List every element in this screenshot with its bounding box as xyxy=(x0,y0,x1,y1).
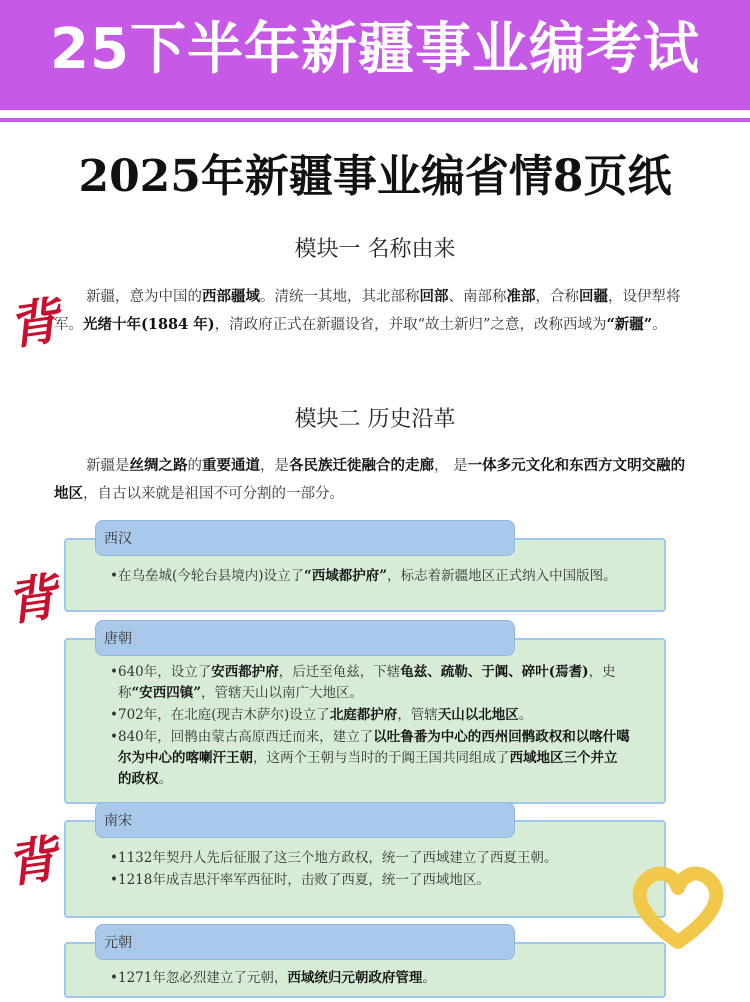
emphasis-text: 安西都护府 xyxy=(211,664,279,680)
body-text: 。 xyxy=(652,317,667,333)
emphasis-text: 龟兹、疏勒、于阗、碎叶(焉耆) xyxy=(400,664,589,680)
era-bullet-item xyxy=(112,727,630,790)
emphasis-text: 重要通道 xyxy=(202,457,260,474)
era-items-xihan xyxy=(112,566,630,588)
body-text: ， 是 xyxy=(434,458,468,474)
era-tab-tang: 唐朝 xyxy=(95,620,515,656)
era-tab-xihan: 西汉 xyxy=(95,520,515,556)
body-text: ，清政府正式在新疆设省，并取“故土新归”之意，改称西域为 xyxy=(214,317,607,333)
body-text: ，这两个王朝与当时的于阗王国共同组成了 xyxy=(253,750,510,766)
era-tab-yuan: 元朝 xyxy=(95,924,515,960)
emphasis-text: 一体多元文化和东西方文明交融的地区 xyxy=(54,457,686,502)
emphasis-text: 准部 xyxy=(506,288,536,305)
bei-stamp-3: 背 xyxy=(2,828,61,895)
emphasis-text: “新疆” xyxy=(606,316,653,333)
body-text: 1132年契丹人先后征服了这三个地方政权，统一了西域建立了西夏王朝。 xyxy=(118,850,558,866)
era-bullet-item xyxy=(112,566,630,587)
body-text: 在乌垒城(今轮台县境内)设立了 xyxy=(118,568,305,584)
body-text: 新疆，意为中国的 xyxy=(86,289,202,305)
module1-paragraph xyxy=(54,283,696,339)
emphasis-text: 西部疆域 xyxy=(202,288,260,305)
emphasis-text: 各民族迁徙融合的走廊 xyxy=(289,457,434,474)
body-text: 、南部称 xyxy=(448,289,507,305)
emphasis-text: 丝绸之路 xyxy=(129,457,188,474)
era-items-yuan xyxy=(112,968,630,990)
module2-heading: 模块二 历史沿革 xyxy=(294,407,456,432)
era-bullet-item xyxy=(112,705,630,726)
body-text: 640年，设立了 xyxy=(118,664,212,680)
emphasis-text: 以吐鲁番为中心的西州回鹘政权和以喀什噶尔为中心的喀喇汗王朝 xyxy=(118,729,630,766)
era-items-nansong xyxy=(112,848,630,892)
bei-stamp-2: 背 xyxy=(2,566,61,633)
body-text: 的 xyxy=(187,458,202,474)
module1-heading: 模块一 名称由来 xyxy=(294,237,456,262)
era-bullet-item xyxy=(112,662,630,704)
body-text: 。 xyxy=(158,771,172,787)
body-text: 。 xyxy=(422,970,436,986)
body-text: ，设伊犁将军。 xyxy=(54,289,681,333)
body-text: ，后迁至龟兹，下辖 xyxy=(278,664,401,680)
body-text: ，管辖天山以南广大地区。 xyxy=(201,685,364,701)
body-text: 840年，回鹘由蒙古高原西迁而来，建立了 xyxy=(118,729,374,745)
body-text: 。清统一其地，其北部称 xyxy=(260,289,420,305)
body-text: 。 xyxy=(518,707,533,723)
emphasis-text: 西域地区三个并立的政权 xyxy=(118,750,618,787)
era-items-tang xyxy=(112,662,630,791)
bei-stamp-1: 背 xyxy=(4,290,63,357)
body-text: ，管辖 xyxy=(397,707,438,723)
body-text: ，是 xyxy=(260,458,289,474)
heart-icon xyxy=(628,860,728,950)
emphasis-text: 西域统归元朝政府管理 xyxy=(287,970,423,986)
banner-divider xyxy=(0,118,750,122)
era-bullet-item xyxy=(112,968,630,989)
body-text: ，合称 xyxy=(535,289,579,305)
emphasis-text: 回疆 xyxy=(579,288,608,305)
document-title: 2025年新疆事业编省情8页纸 xyxy=(78,151,672,202)
era-bullet-item xyxy=(112,848,630,869)
body-text: ，史称 xyxy=(118,664,616,701)
body-text: 1271年忽必烈建立了元朝， xyxy=(118,970,288,986)
module2-paragraph xyxy=(54,452,696,508)
era-bullet-item xyxy=(112,870,630,891)
body-text: 702年，在北庭(现吉木萨尔)设立了 xyxy=(118,707,330,723)
body-text: ，标志着新疆地区正式纳入中国版图。 xyxy=(387,568,617,584)
top-banner xyxy=(0,0,750,116)
emphasis-text: “安西四镇” xyxy=(131,685,202,701)
body-text: ，自古以来就是祖国不可分割的一部分。 xyxy=(83,486,344,502)
emphasis-text: 北庭都护府 xyxy=(329,707,398,723)
emphasis-text: 天山以北地区 xyxy=(437,707,519,723)
emphasis-text: “西域都护府” xyxy=(304,568,388,584)
era-tab-nansong: 南宋 xyxy=(95,802,515,838)
emphasis-text: 回部 xyxy=(419,288,449,305)
emphasis-text: 光绪十年(1884 年) xyxy=(83,316,215,333)
banner-title: 25下半年新疆事业编考试 xyxy=(50,17,700,82)
body-text: 1218年成吉思汗率军西征时，击败了西夏，统一了西域地区。 xyxy=(118,872,490,888)
body-text: 新疆是 xyxy=(86,458,130,474)
